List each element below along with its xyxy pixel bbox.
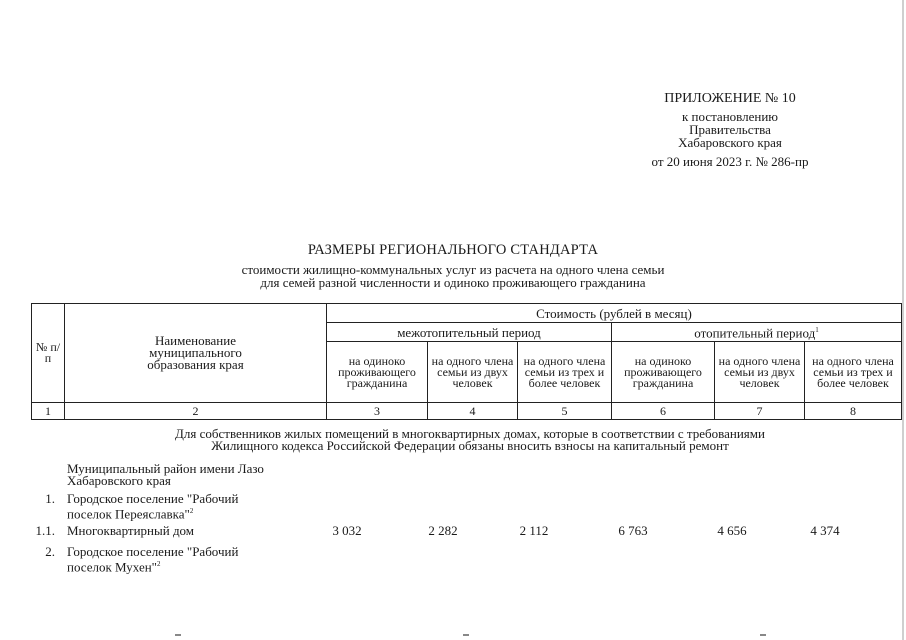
subtitle-line: стоимости жилищно-коммунальных услуг из расчета на одного члена семьи	[241, 262, 665, 277]
footnote-mark: 1	[815, 326, 819, 335]
subcol-two: на одного члена семьи из двух человек	[428, 342, 518, 403]
scan-mark	[760, 634, 766, 636]
appendix-line: к постановлению	[681, 109, 779, 124]
index-cell: 6	[612, 403, 715, 420]
document-subtitle	[0, 263, 906, 289]
value-cell: 6 763	[618, 523, 648, 538]
row-name-line: Хабаровского края	[67, 473, 171, 488]
index-cell: 4	[428, 403, 518, 420]
subtitle-line: для семей разной численности и одиноко проживающего гражданина	[260, 275, 646, 290]
period-interheating-header: межотопительный период	[327, 323, 612, 342]
standards-table-header	[31, 303, 902, 420]
index-cell: 5	[518, 403, 612, 420]
scan-edge	[902, 0, 904, 640]
col-name-label: Наименование муниципального образования края	[147, 333, 244, 372]
row-name: Многоквартирный дом	[67, 523, 195, 538]
subcol-single: на одиноко проживающего гражданина	[612, 342, 715, 403]
index-cell: 8	[805, 403, 902, 420]
subcol-single: на одиноко проживающего гражданина	[327, 342, 428, 403]
col-num-header: № п/п	[32, 304, 65, 403]
index-cell: 7	[715, 403, 805, 420]
row-number: 1.	[45, 491, 55, 506]
appendix-block	[560, 92, 900, 168]
index-cell: 3	[327, 403, 428, 420]
col-name-header	[65, 304, 327, 403]
table-row	[0, 463, 906, 489]
scan-mark	[175, 634, 181, 636]
cost-header: Стоимость (рублей в месяц)	[327, 304, 902, 323]
section-line: Для собственников жилых помещений в многоквартирных домах, которые в соответствии с требованиями	[175, 426, 765, 441]
subcol-three: на одного члена семьи из трех и более человек	[805, 342, 902, 403]
period-heating-header	[612, 323, 902, 342]
row-name	[67, 463, 287, 487]
document-title: РАЗМЕРЫ РЕГИОНАЛЬНОГО СТАНДАРТА	[307, 242, 599, 258]
section-heading	[90, 428, 850, 452]
row-name-line: Муниципальный район имени Лазо	[67, 461, 264, 476]
index-cell: 2	[65, 403, 327, 420]
footnote-mark: 2	[156, 560, 161, 568]
section-line: Жилищного кодекса Российской Федерации обязаны вносить взносы на капитальный ремонт	[211, 438, 729, 453]
row-number: 2.	[45, 544, 55, 559]
value-cell: 2 282	[428, 523, 458, 538]
subcol-three: на одного члена семьи из трех и более человек	[518, 342, 612, 403]
index-cell: 1	[32, 403, 65, 420]
table-row	[0, 544, 906, 575]
appendix-line: Хабаровского края	[678, 135, 782, 150]
appendix-number: ПРИЛОЖЕНИЕ № 10	[664, 91, 796, 106]
subcol-two: на одного члена семьи из двух человек	[715, 342, 805, 403]
row-name-line: Городское поселение "Рабочий	[67, 544, 239, 559]
value-cell: 4 656	[717, 523, 747, 538]
footnote-mark: 2	[189, 507, 194, 515]
row-name-line: поселок Мухен"	[67, 559, 157, 575]
value-cell: 2 112	[519, 523, 549, 538]
row-name	[67, 546, 287, 573]
scan-mark	[463, 634, 469, 636]
value-cell: 3 032	[332, 523, 362, 538]
row-name	[67, 493, 287, 520]
value-cell: 4 374	[810, 523, 840, 538]
appendix-date: от 20 июня 2023 г. № 286-пр	[651, 154, 809, 169]
row-number: 1.1.	[35, 523, 55, 538]
table-row	[0, 525, 906, 539]
appendix-line: Правительства	[689, 122, 771, 137]
period-heating-label: отопительный период	[694, 325, 816, 341]
row-name-line: поселок Переяславка"	[67, 506, 190, 522]
row-name-line: Городское поселение "Рабочий	[67, 491, 239, 506]
table-row	[0, 491, 906, 522]
